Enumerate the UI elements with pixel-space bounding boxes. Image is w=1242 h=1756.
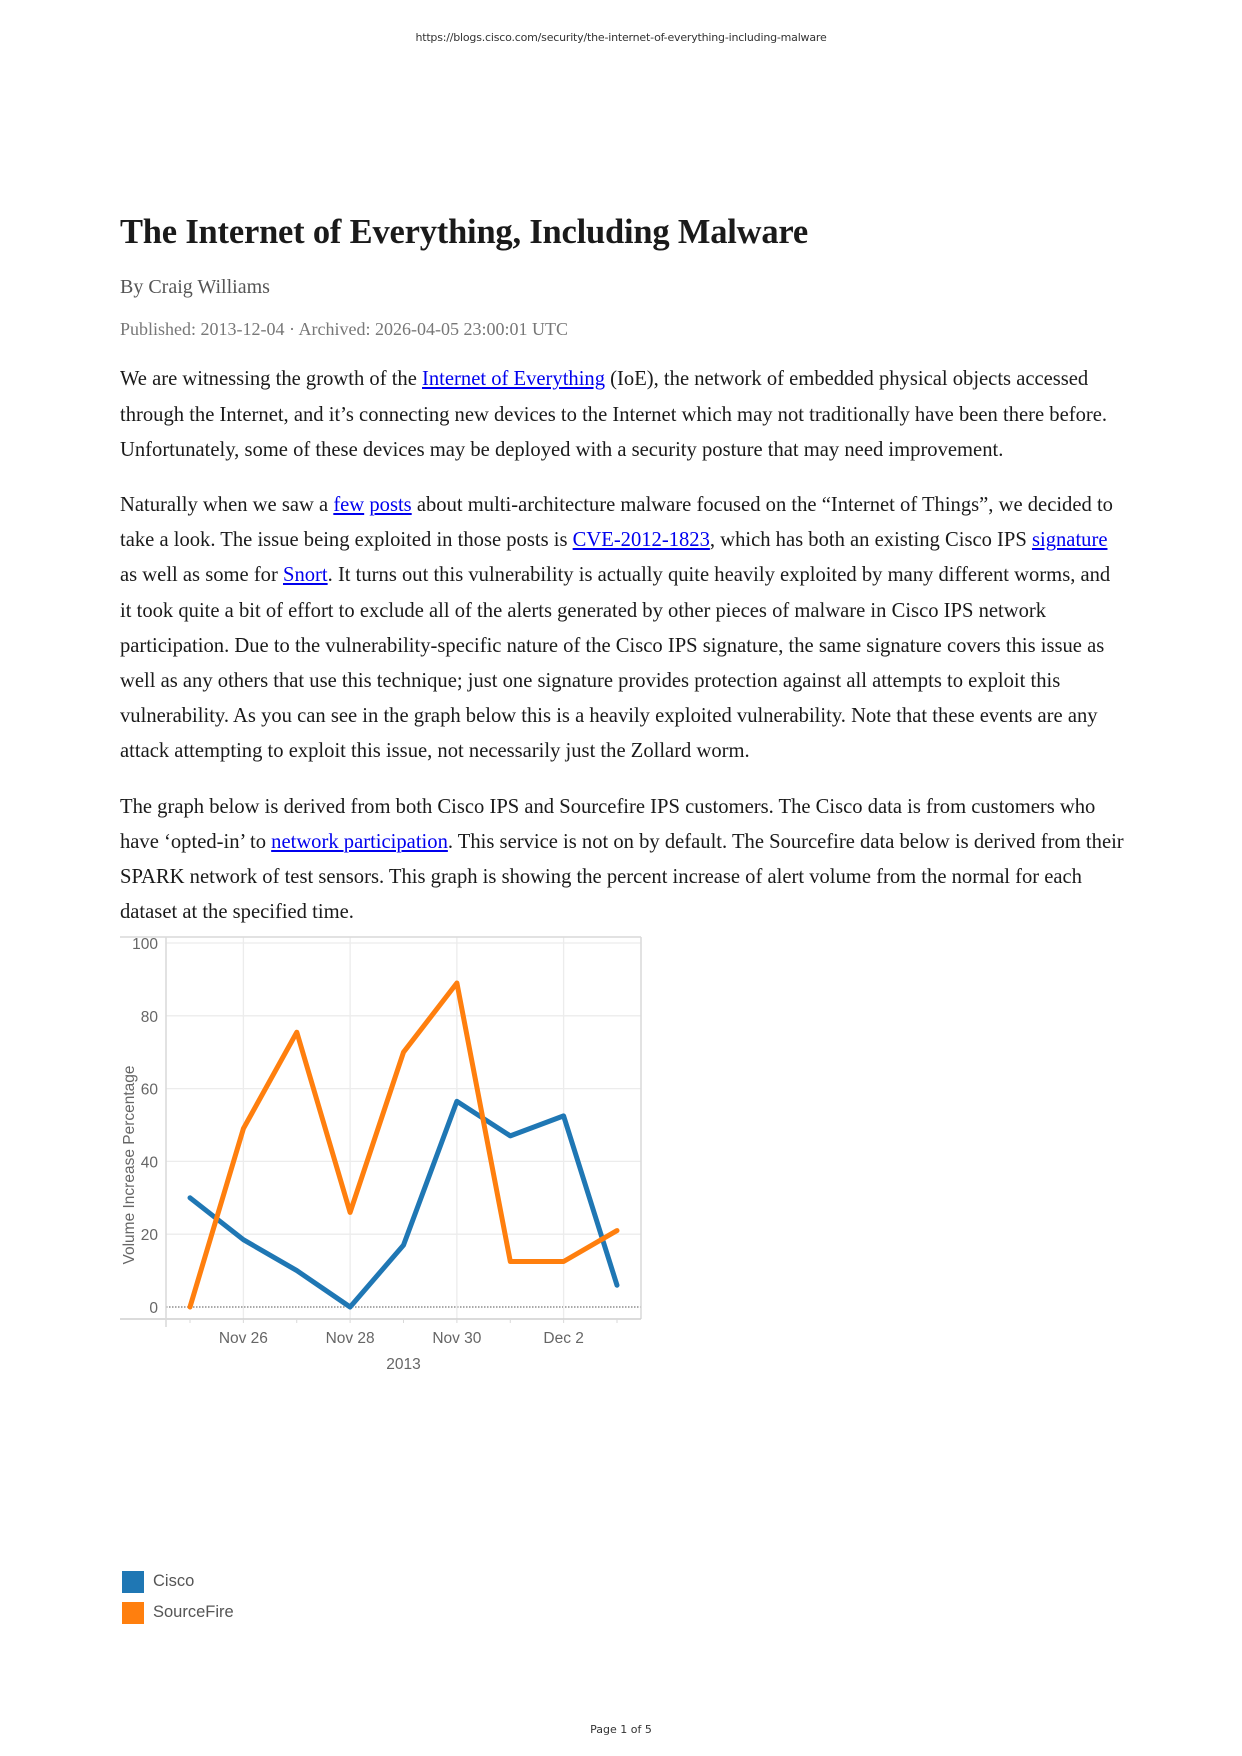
chart-legend	[122, 1566, 234, 1628]
article-meta: Published: 2013-12-04 · Archived: 2026-04-05 23:00:01 UTC	[120, 319, 568, 340]
y-tick-label-0: 0	[149, 1300, 158, 1317]
legend-swatch-sourcefire	[122, 1602, 144, 1624]
x-tick-label-dec-2: Dec 2	[543, 1330, 584, 1347]
text: We are witnessing the growth of the	[120, 368, 423, 391]
article	[120, 212, 1125, 930]
link-snort[interactable]: Snort	[283, 564, 328, 587]
text: (IoE), the network of embedded physical objects accessed through the Internet, and it’s connecting new devices to the Internet which may not traditionally have been there before. Unfortunately, some of these devices may be deployed with a security posture that may need improvement.	[120, 368, 1108, 461]
x-tick-label-nov-26: Nov 26	[218, 1330, 268, 1347]
y-tick-label-80: 80	[140, 1008, 158, 1026]
text: Naturally when we saw a	[120, 494, 334, 516]
series-layer	[190, 983, 617, 1307]
x-axis-label: 2013	[386, 1356, 421, 1373]
volume-increase-chart	[120, 936, 730, 1632]
text: as well as some for	[120, 564, 283, 587]
legend-item-cisco	[122, 1566, 234, 1597]
text: about multi-architecture malware focused on the “Internet of Things”, we decided to take a look. The issue being exploited in those posts is	[120, 494, 1113, 552]
series-line-cisco	[190, 1101, 617, 1307]
page-number: Page 1 of 5	[590, 1723, 652, 1736]
link-posts[interactable]: posts	[369, 494, 412, 516]
y-tick-label-100: 100	[132, 936, 158, 953]
link-cve-2012-1823[interactable]: CVE-2012-1823	[572, 529, 710, 552]
series-line-sourcefire	[190, 983, 617, 1307]
paragraph-1	[120, 362, 1125, 468]
link-few[interactable]: few	[333, 494, 365, 516]
legend-item-sourcefire	[122, 1597, 234, 1628]
text: , which has both an existing Cisco IPS	[709, 529, 1032, 552]
chart-svg	[120, 932, 730, 1562]
article-byline: By Craig Williams	[120, 276, 270, 299]
text: . This service is not on by default. The Sourcefire data below is derived from their SPARK network of test sensors. This graph is showing the percent increase of alert volume from the normal for each dataset at the specified time.	[120, 830, 1124, 924]
text: . It turns out this vulnerability is actually quite heavily exploited by many different worms, and it took quite a bit of effort to exclude all of the alerts generated by other pieces of malware in Cisco IPS network participation. Due to the vulnerability-specific nature of the Cisco IPS signature, the same signature covers this issue as well as any others that use this technique; just one signature provides protection against all attempts to exploit this vulnerability. As you can see in the graph below this is a heavily exploited vulnerability. Note that these events are any attack attempting to exploit this issue, not necessarily just the Zollard worm.	[120, 564, 1111, 763]
link-network-participation[interactable]: network participation	[271, 830, 448, 853]
legend-swatch-cisco	[122, 1571, 144, 1593]
y-tick-label-60: 60	[140, 1081, 158, 1099]
legend-label-sourcefire: SourceFire	[153, 1603, 234, 1621]
x-tick-label-nov-28: Nov 28	[325, 1330, 375, 1347]
paragraph-3	[120, 790, 1125, 931]
paragraph-2	[120, 488, 1125, 770]
article-title: The Internet of Everything, Including Malware	[120, 213, 809, 251]
y-tick-label-20: 20	[140, 1227, 158, 1245]
link-signature[interactable]: signature	[1031, 529, 1108, 552]
y-axis-label: Volume Increase Percentage	[121, 1065, 138, 1265]
legend-label-cisco: Cisco	[153, 1572, 195, 1590]
link-internet-of-everything[interactable]: Internet of Everything	[422, 368, 606, 391]
text: The graph below is derived from both Cisco IPS and Sourcefire IPS customers. The Cisco data is from customers who have ‘opted-in’ to	[120, 795, 1096, 853]
page-url-header: https://blogs.cisco.com/security/the-internet-of-everything-including-malware	[415, 31, 827, 44]
y-tick-label-40: 40	[140, 1154, 158, 1172]
x-tick-label-nov-30: Nov 30	[432, 1330, 482, 1347]
